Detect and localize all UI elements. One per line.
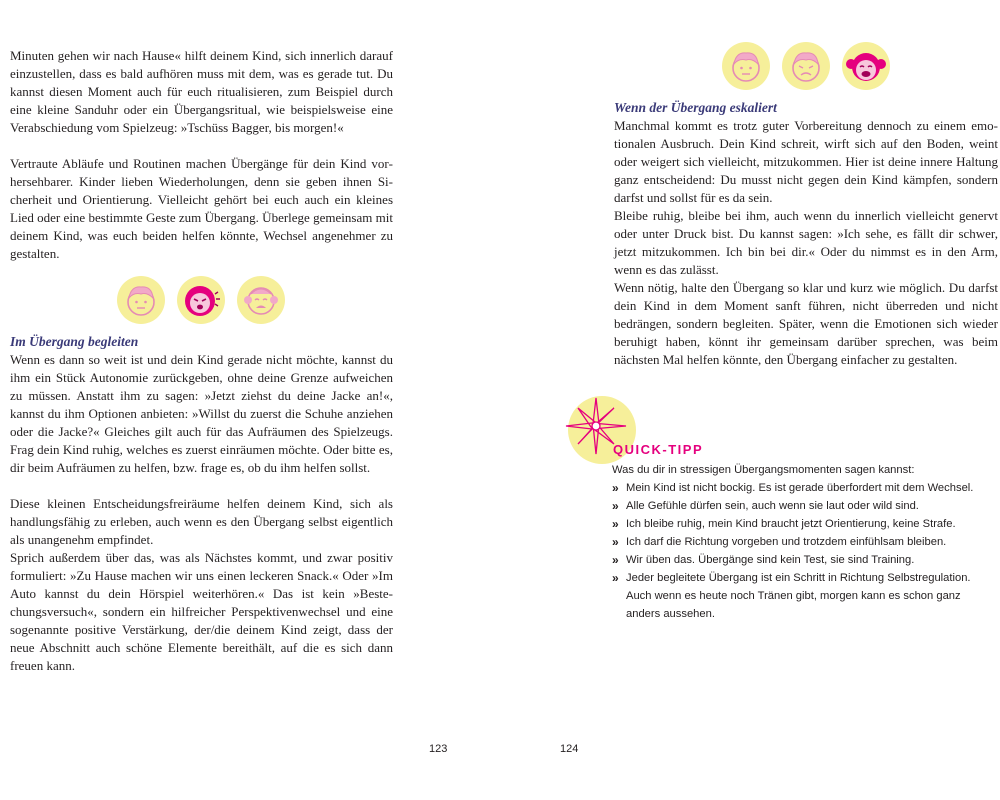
list-item (612, 515, 992, 533)
bullet-marker: » (612, 481, 619, 495)
list-item-text: Wir üben das. Übergänge sind kein Test, sie sind Training. (626, 554, 915, 566)
bullet-marker: » (612, 571, 619, 585)
quick-tip-title: QUICK-TIPP (613, 442, 704, 457)
screaming-face-icon (842, 42, 890, 90)
bullet-marker: » (612, 553, 619, 567)
paragraph: Wenn nötig, halte den Übergang so klar und kurz wie möglich. Du darfst dein Kind in dem Moment sanft führen, nicht überreden und nicht bedrängen, sondern begleiten. Später, wenn die Emotionen sich wieder beruhigt haben, könnt ihr gemeinsam darüber sprechen, was beim nächsten Mal helfen könnte, den Übergang einfacher zu gestalten. (614, 280, 998, 367)
upset-face-icon (782, 42, 830, 90)
list-item-text: Alle Gefühle dürfen sein, auch wenn sie laut oder wild sind. (626, 500, 919, 512)
list-item (612, 533, 992, 551)
list-item (612, 497, 992, 515)
bullet-marker: » (612, 535, 619, 549)
angry-face-icon (177, 276, 225, 324)
crying-face-icon (237, 276, 285, 324)
paragraph: Wenn es dann so weit ist und dein Kind gerade nicht möchte, kannst du ihm ein Stück Autonomie zurückgeben, ohne deine Grenze aufweichen zu müssen. Anstatt ihm zu sagen: »Jetzt ziehst du deine Jacke an!«, kannst du ihm Optionen anbieten: »Willst du zuerst die Schuhe anziehen oder die Jacke?« Gleiches gilt auch für das Aufräumen des Spielzeugs. Frag dein Kind ruhig, welches es zuerst einräumen möchte. Oder bitte es, dir beim Aufräumen zu helfen, bzw. frage es, ob du ihm helfen sollst. (10, 352, 393, 475)
quick-tip-list (612, 479, 992, 623)
page-number: 123 (429, 743, 448, 755)
calm-face-icon (722, 42, 770, 90)
list-item-text: Ich bleibe ruhig, mein Kind braucht jetzt Orientierung, keine Strafe. (626, 518, 956, 530)
list-item (612, 569, 992, 623)
section-heading: Im Übergang begleiten (10, 334, 139, 349)
bullet-marker: » (612, 517, 619, 531)
paragraph: Sprich außerdem über das, was als Nächstes kommt, und zwar positiv formuliert: »Zu Hause machen wir uns einen leckeren Snack.« Oder »Im Auto kannst du dein Hörspiel weiterhören.« Das ist kein »Bestechungsversuch«, sondern ein hilfreicher Perspektivenwechsel und eine sogenannte positive Verstärkung, der/die deinem Kind zeigt, dass der neue Abschnitt auch schöne Elemente bereithält, auf die es sich dann freuen kann. (10, 550, 393, 673)
paragraph: Bleibe ruhig, bleibe bei ihm, auch wenn du innerlich vielleicht genervt oder unter Druck bist. Du kannst sagen: »Ich sehe, es fällt dir schwer, jetzt mitzukommen. Ich bin bei dir.« Oder du nimmst es in den Arm, wenn es das zulässt. (614, 208, 998, 277)
section-heading: Wenn der Übergang eskaliert (614, 100, 777, 115)
list-item-text: Ich darf die Richtung vorgeben und trotzdem einfühlsam bleiben. (626, 536, 947, 548)
paragraph: Diese kleinen Entscheidungsfreiräume helfen deinem Kind, sich als handlungsfähig zu erleben, auch wenn es den Übergang selbst eigentlich als unangenehm empfindet. (10, 496, 393, 547)
paragraph: Minuten gehen wir nach Hause« hilft deinem Kind, sich innerlich darauf einzustellen, dass es bald aufhören muss mit dem, was es gerade tut. Du kannst diesen Moment auch für euch ritualisieren, zum Beispiel durch eine kleine Sanduhr oder ein Übergangsritual, wie beispielsweise eine Verabschiedung vom Spielzeug: »Tschüss Bagger, bis morgen!« (10, 48, 393, 135)
page-number: 124 (560, 743, 579, 755)
list-item-text: Mein Kind ist nicht bockig. Es ist gerade überfordert mit dem Wechsel. (626, 482, 974, 494)
list-item-text: Jeder begleitete Übergang ist ein Schritt in Richtung Selbstregulation. Auch wenn es heute noch Tränen gibt, morgen kann es schon ganz anders aussehen. (626, 572, 971, 620)
list-item (612, 479, 992, 497)
list-item (612, 551, 992, 569)
right-page (500, 0, 1000, 800)
paragraph: Manchmal kommt es trotz guter Vorbereitung dennoch zu einem emotionalen Ausbruch. Dein Kind schreit, wirft sich auf den Boden, weint oder weigert sich vielleicht, mitzukommen. Hier ist deine innere Haltung ganz entscheidend: Du musst nicht gegen dein Kind kämpfen, sondern darfst und sollst für es da sein. (614, 118, 998, 205)
paragraph: Vertraute Abläufe und Routinen machen Übergänge für dein Kind vorhersehbarer. Kinder lieben Wiederholungen, denn sie geben ihnen Sicherheit und Orientierung. Vielleicht gehört bei euch auch ein kleines Lied oder eine bestimmte Geste zum Übergang. Überlege gemeinsam mit deinem Kind, was euch beiden helfen könnte, Wechsel angenehmer zu gestalten. (10, 156, 393, 261)
bullet-marker: » (612, 499, 619, 513)
quick-tip-intro: Was du dir in stressigen Übergangsmomenten sagen kannst: (612, 464, 915, 476)
calm-face-icon (117, 276, 165, 324)
